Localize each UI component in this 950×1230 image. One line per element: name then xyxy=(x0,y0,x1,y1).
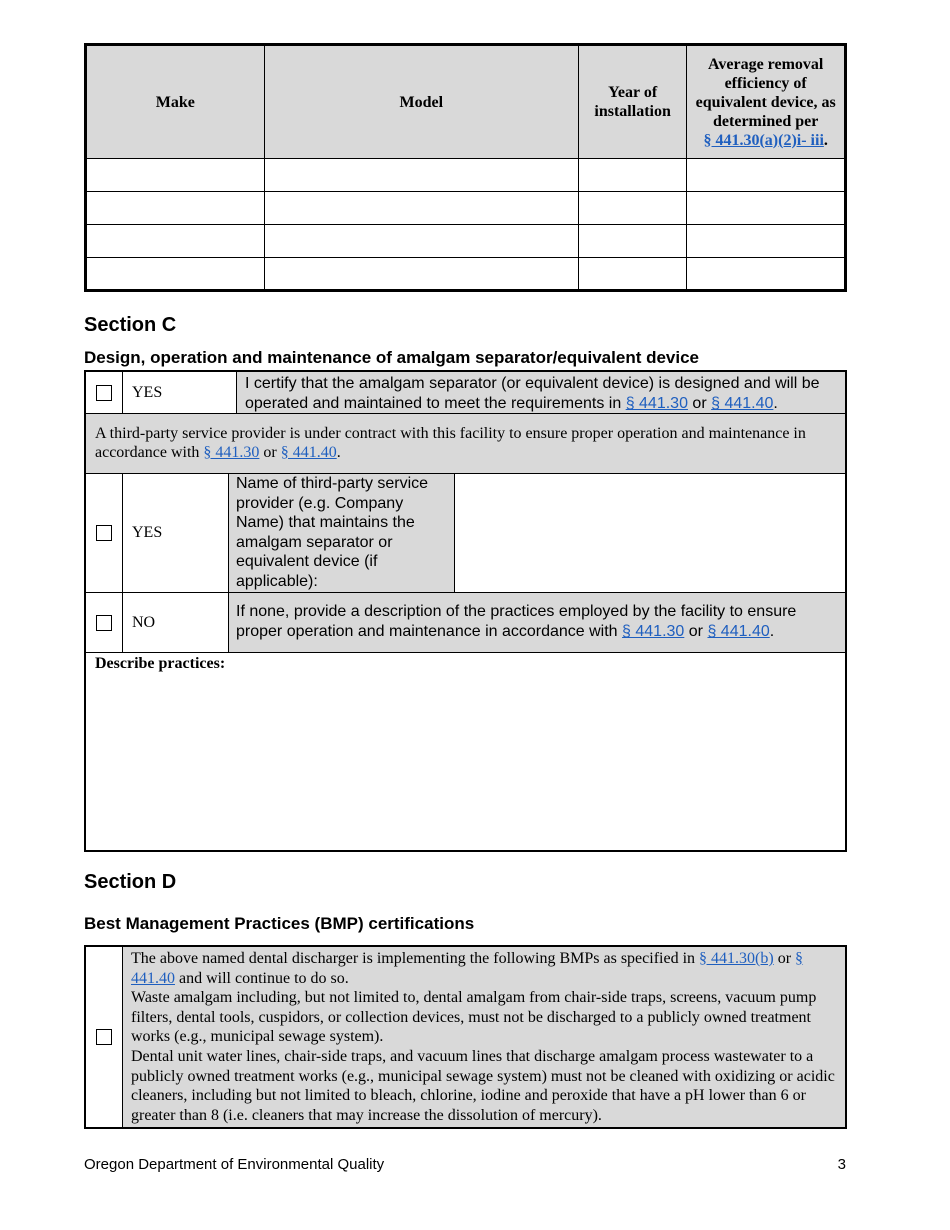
make-cell[interactable] xyxy=(86,159,265,192)
bmp-text xyxy=(123,947,845,1127)
bmp-item-waste-amalgam: Waste amalgam including, but not limited to, dental amalgam from chair-side traps, screens, vacuum pump filters, dental tools, cuspidors, or collection devices, must not be discharged to a publicly owned treatment works (e.g., municipal sewage system). xyxy=(131,989,817,1046)
third-party-yes-label: YES xyxy=(123,474,229,592)
efficiency-cell[interactable] xyxy=(687,159,846,192)
reg-link-441-40[interactable]: § 441.40 xyxy=(131,950,804,987)
section-d-subtitle: Best Management Practices (BMP) certifications xyxy=(84,914,475,933)
year-cell[interactable] xyxy=(578,159,686,192)
table-header-row xyxy=(86,45,846,159)
model-cell[interactable] xyxy=(264,192,578,225)
make-cell[interactable] xyxy=(86,258,265,291)
efficiency-cell[interactable] xyxy=(687,258,846,291)
model-cell[interactable] xyxy=(264,225,578,258)
provider-name-label: Name of third-party service provider (e.g. Company Name) that maintains the amalgam separator or equivalent device (if applicable): xyxy=(229,474,455,592)
footer-page-number: 3 xyxy=(837,1156,846,1173)
header-efficiency xyxy=(687,45,846,159)
header-year: Year of installation xyxy=(578,45,686,159)
no-provider-text: If none, provide a description of the practices employed by the facility to ensure proper operation and maintenance in accordance with § 441.30 or § 441.40. xyxy=(229,593,845,652)
reg-link-441-40[interactable]: § 441.40 xyxy=(707,623,770,640)
no-provider-label: NO xyxy=(123,593,229,652)
certify-yes-checkbox[interactable] xyxy=(96,385,112,401)
header-make: Make xyxy=(86,45,265,159)
reg-link-441-30b[interactable]: § 441.30(b) xyxy=(699,950,774,967)
table-row xyxy=(86,225,846,258)
table-row xyxy=(86,192,846,225)
model-cell[interactable] xyxy=(264,159,578,192)
bmp-intro: The above named dental discharger is implementing the following BMPs as specified in § 441.30(b) or § 441.40 and will continue to do so. xyxy=(131,950,804,987)
no-provider-checkbox[interactable] xyxy=(96,615,112,631)
section-c-subtitle: Design, operation and maintenance of amalgam separator/equivalent device xyxy=(84,348,700,367)
reg-link-441-30[interactable]: § 441.30 xyxy=(203,444,260,461)
certify-text: I certify that the amalgam separator (or equivalent device) is designed and will be operated and maintained to meet the requirements in § 441.30 or § 441.40. xyxy=(237,372,845,413)
reg-link-441-40[interactable]: § 441.40 xyxy=(711,395,774,412)
table-row xyxy=(86,159,846,192)
make-cell[interactable] xyxy=(86,225,265,258)
section-c-box xyxy=(84,370,847,852)
year-cell[interactable] xyxy=(578,192,686,225)
no-provider-row xyxy=(86,593,845,653)
efficiency-cell[interactable] xyxy=(687,192,846,225)
table-row xyxy=(86,258,846,291)
section-c-title: Section C xyxy=(84,314,177,336)
equipment-table xyxy=(84,43,847,292)
third-party-note: A third-party service provider is under contract with this facility to ensure proper operation and maintenance in accordance with § 441.30 or § 441.40. xyxy=(86,414,845,474)
header-efficiency-text: Average removal efficiency of equivalent device, as determined per xyxy=(695,55,836,130)
header-model: Model xyxy=(264,45,578,159)
efficiency-reg-link[interactable]: § 441.30(a)(2)i- iii xyxy=(703,131,824,149)
certify-row xyxy=(86,372,845,414)
model-cell[interactable] xyxy=(264,258,578,291)
provider-name-input[interactable] xyxy=(455,474,845,592)
third-party-yes-checkbox[interactable] xyxy=(96,525,112,541)
describe-practices-label: Describe practices: xyxy=(95,655,226,672)
footer-agency: Oregon Department of Environmental Quality xyxy=(84,1156,385,1173)
year-cell[interactable] xyxy=(578,225,686,258)
third-party-yes-row xyxy=(86,474,845,593)
make-cell[interactable] xyxy=(86,192,265,225)
year-cell[interactable] xyxy=(578,258,686,291)
section-d-title: Section D xyxy=(84,871,177,893)
describe-practices-area[interactable] xyxy=(86,653,845,850)
header-efficiency-end: . xyxy=(823,131,828,149)
efficiency-cell[interactable] xyxy=(687,225,846,258)
bmp-certify-checkbox[interactable] xyxy=(96,1029,112,1045)
section-d-box xyxy=(84,945,847,1129)
certify-yes-label: YES xyxy=(123,372,237,413)
reg-link-441-30[interactable]: § 441.30 xyxy=(622,623,685,640)
reg-link-441-30[interactable]: § 441.30 xyxy=(625,395,688,412)
bmp-item-cleaners: Dental unit water lines, chair-side traps, and vacuum lines that discharge amalgam process wastewater to a publicly owned treatment works (e.g., municipal sewage system) must not be cleaned with oxidizing or acidic cleaners, including but not limited to bleach, chlorine, iodine and peroxide that have a pH lower than 6 or greater than 8 (i.e. cleaners that may increase the dissolution of mercury). xyxy=(131,1047,835,1124)
reg-link-441-40[interactable]: § 441.40 xyxy=(280,444,337,461)
